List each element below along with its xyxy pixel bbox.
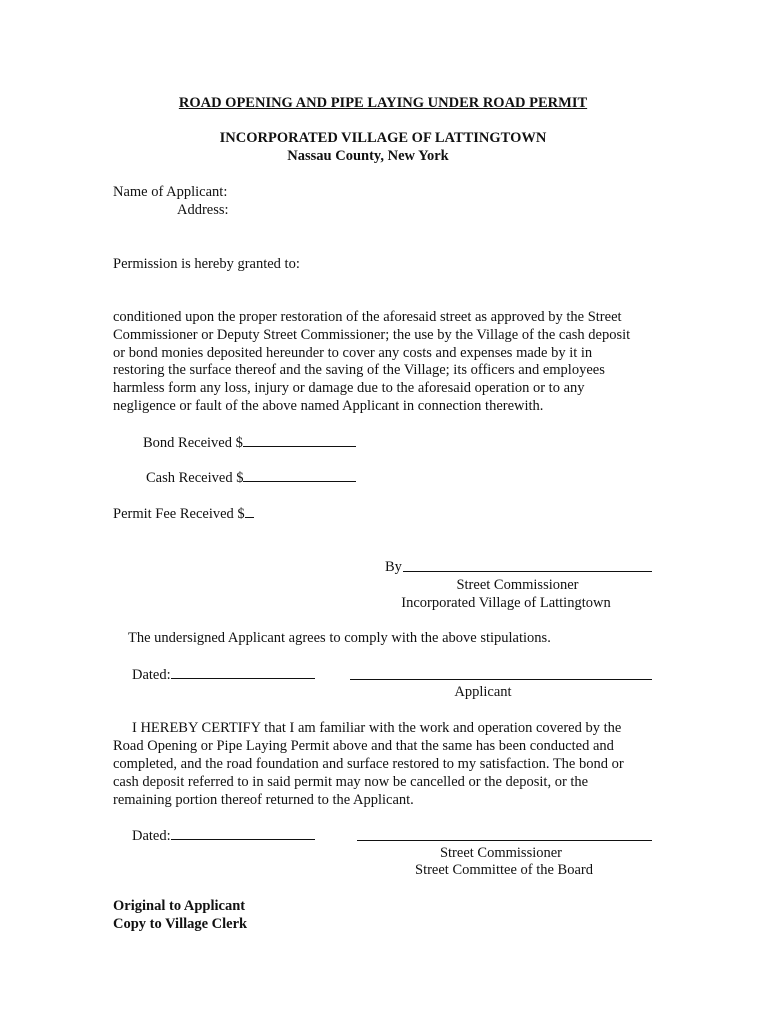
certification-line: Road Opening or Pipe Laying Permit above and that the same has been conducted and <box>113 738 614 754</box>
certification-signature-line[interactable] <box>357 840 652 841</box>
commissioner-title: Street Commissioner <box>456 577 579 593</box>
applicant-date-field[interactable] <box>171 665 315 679</box>
bond-received-label: Bond Received $ <box>143 435 243 451</box>
commissioner-signature-line[interactable] <box>403 571 652 572</box>
applicant-dated-row <box>132 665 315 684</box>
certification-dated-row <box>132 826 315 845</box>
permission-label: Permission is hereby granted to: <box>113 256 300 272</box>
municipality-name: INCORPORATED VILLAGE OF LATTINGTOWN <box>219 130 547 146</box>
applicant-signature-line[interactable] <box>350 679 652 680</box>
applicant-address-label: Address: <box>177 202 229 218</box>
certification-signer-title: Street Commissioner <box>439 845 563 861</box>
certification-date-field[interactable] <box>171 826 315 840</box>
conditions-line: conditioned upon the proper restoration of the aforesaid street as approved by the Street <box>113 309 622 325</box>
agreement-text: The undersigned Applicant agrees to comply with the above stipulations. <box>128 630 551 646</box>
certification-line: completed, and the road foundation and surface restored to my satisfaction. The bond or <box>113 756 624 772</box>
conditions-line: negligence or fault of the above named Applicant in connection therewith. <box>113 398 544 414</box>
distribution-original: Original to Applicant <box>113 898 246 914</box>
permit-fee-row <box>113 504 254 523</box>
applicant-dated-label: Dated: <box>132 667 171 683</box>
conditions-line: restoring the surface thereof and the saving of the Village; its officers and employees <box>113 362 605 378</box>
certification-signer-alt: Street Committee of the Board <box>415 862 593 878</box>
certification-line: remaining portion thereof returned to the Applicant. <box>113 792 414 808</box>
conditions-line: Commissioner or Deputy Street Commissioner; the use by the Village of the cash deposit <box>113 327 631 343</box>
certification-line: I HEREBY CERTIFY that I am familiar with the work and operation covered by the <box>132 720 622 736</box>
cash-amount-field[interactable] <box>243 468 356 482</box>
permit-fee-label: Permit Fee Received $ <box>113 506 245 522</box>
bond-received-row <box>143 433 356 452</box>
distribution-copy: Copy to Village Clerk <box>113 916 248 932</box>
commissioner-by-label: By <box>385 559 402 575</box>
certification-line: cash deposit referred to in said permit may now be cancelled or the deposit, or the <box>113 774 589 790</box>
certification-dated-label: Dated: <box>132 828 171 844</box>
applicant-signature-label: Applicant <box>454 684 512 700</box>
commissioner-org: Incorporated Village of Lattingtown <box>401 595 611 611</box>
applicant-name-label: Name of Applicant: <box>113 184 228 200</box>
bond-amount-field[interactable] <box>243 433 356 447</box>
document-title: ROAD OPENING AND PIPE LAYING UNDER ROAD PERMIT <box>178 95 588 111</box>
permit-fee-field[interactable] <box>245 504 254 518</box>
conditions-line: harmless form any loss, injury or damage due to the aforesaid operation or to any <box>113 380 585 396</box>
conditions-line: or bond monies deposited hereunder to cover any costs and expenses made by it in <box>113 345 593 361</box>
county-name: Nassau County, New York <box>287 148 449 164</box>
cash-received-label: Cash Received $ <box>146 470 244 486</box>
cash-received-row <box>146 468 356 487</box>
